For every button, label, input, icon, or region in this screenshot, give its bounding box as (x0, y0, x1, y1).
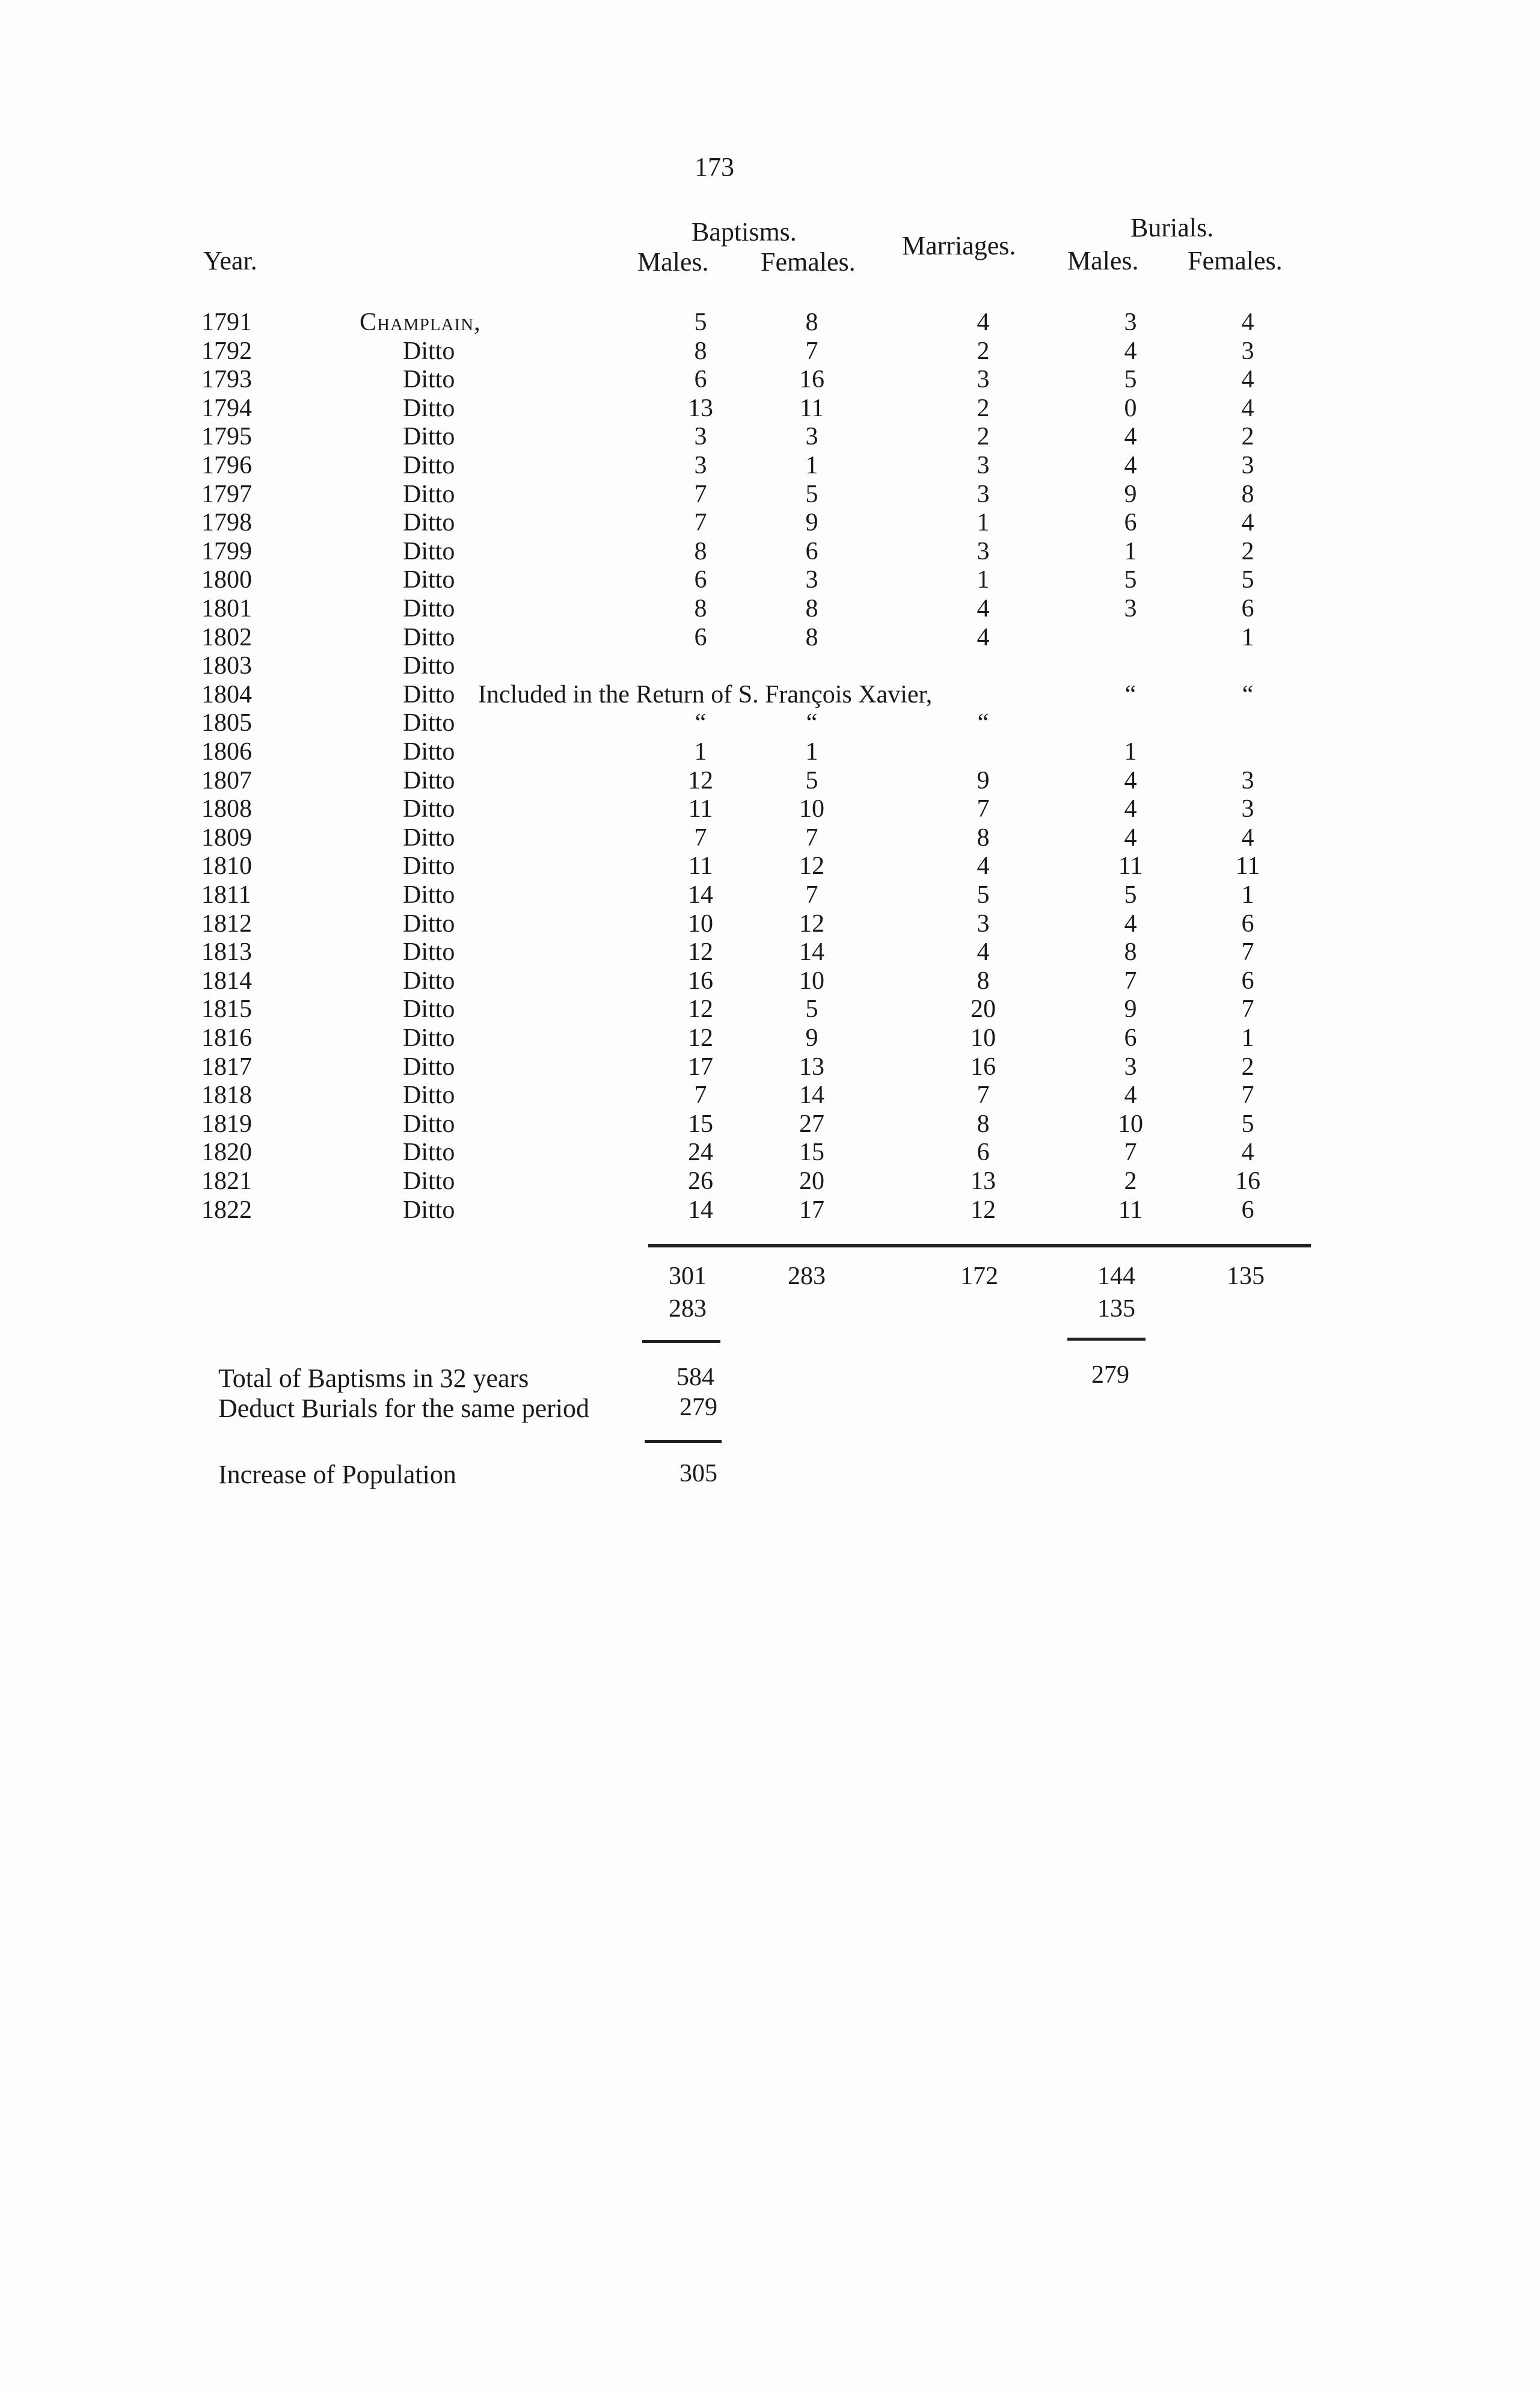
increase-rule (645, 1440, 722, 1443)
burials-sum-rule (1067, 1338, 1146, 1341)
row-year: 1814 (201, 967, 252, 995)
total-baptisms-females: 283 (788, 1262, 826, 1290)
row-baptisms-males: 6 (694, 623, 707, 651)
row-parish: Ditto (403, 823, 455, 852)
row-parish: Ditto (403, 1081, 455, 1110)
row-year: 1821 (201, 1167, 252, 1195)
row-marriages: 12 (971, 1196, 996, 1224)
row-year: 1792 (201, 337, 252, 365)
row-baptisms-females: 20 (799, 1167, 824, 1195)
row-baptisms-males: 3 (694, 452, 707, 479)
row-baptisms-males: 16 (688, 967, 713, 995)
row-parish: Ditto (403, 480, 455, 508)
row-parish: Ditto (403, 366, 455, 394)
total-burials-value: 279 (1091, 1361, 1129, 1389)
row-baptisms-females: 10 (799, 795, 824, 823)
row-baptisms-females: 7 (805, 881, 818, 909)
table-row (0, 1167, 1540, 1196)
row-burials-females: 11 (1235, 852, 1260, 881)
row-burials-females: 4 (1241, 509, 1254, 537)
row-parish: Ditto (403, 709, 455, 737)
row-baptisms-males: 7 (694, 1081, 707, 1110)
row-marriages: 7 (977, 1081, 990, 1110)
row-burials-males: 9 (1124, 480, 1137, 508)
row-parish: Ditto (403, 423, 455, 451)
row-baptisms-females: 9 (805, 509, 818, 537)
row-baptisms-females: 5 (805, 480, 818, 508)
row-burials-males: 7 (1124, 967, 1137, 995)
row-burials-males: 4 (1124, 1081, 1137, 1110)
row-burials-females: 5 (1241, 1110, 1254, 1138)
deduct-burials-label: Deduct Burials for the same period (218, 1394, 590, 1423)
row-burials-males: 9 (1124, 995, 1137, 1024)
table-row (0, 565, 1540, 594)
row-burials-females: 4 (1241, 394, 1254, 422)
total-baptisms-value: 584 (676, 1364, 714, 1391)
row-year: 1816 (201, 1024, 252, 1052)
row-parish: Ditto (403, 1167, 455, 1195)
row-marriages: 2 (977, 337, 990, 365)
row-marriages: 9 (977, 766, 990, 795)
row-marriages: 16 (971, 1053, 996, 1081)
row-year: 1803 (201, 652, 252, 680)
row-year: 1802 (201, 623, 252, 651)
row-baptisms-males: 8 (694, 337, 707, 365)
row-year: 1796 (201, 452, 252, 479)
row-parish: Ditto (403, 509, 455, 537)
row-baptisms-females: “ (806, 709, 818, 737)
row-baptisms-females: 12 (799, 852, 824, 881)
row-marriages: 3 (977, 452, 990, 479)
row-burials-females: 1 (1241, 1024, 1254, 1052)
table-row (0, 709, 1540, 737)
row-year: 1795 (201, 423, 252, 451)
row-year: 1791 (201, 309, 252, 336)
row-burials-males: 10 (1118, 1110, 1143, 1138)
table-row (0, 737, 1540, 766)
row-year: 1819 (201, 1110, 252, 1138)
row-burials-females: 16 (1235, 1167, 1260, 1195)
row-year: 1812 (201, 909, 252, 938)
row-year: 1808 (201, 795, 252, 823)
row-burials-females: 7 (1241, 1081, 1254, 1110)
row-year: 1799 (201, 537, 252, 565)
row-year: 1807 (201, 766, 252, 795)
row-baptisms-females: 3 (805, 566, 818, 594)
row-baptisms-males: 15 (688, 1110, 713, 1138)
row-burials-males: 11 (1118, 1196, 1143, 1224)
row-burials-males: 0 (1124, 394, 1137, 422)
row-burials-females: 4 (1241, 1139, 1254, 1167)
row-parish: Ditto (403, 1196, 455, 1224)
increase-value: 305 (680, 1460, 717, 1487)
row-burials-males: 4 (1124, 766, 1137, 795)
row-burials-males: 5 (1124, 566, 1137, 594)
row-burials-females: 6 (1241, 967, 1254, 995)
row-burials-males: 1 (1124, 537, 1137, 565)
row-marriages: 8 (977, 967, 990, 995)
row-burials-males: 2 (1124, 1167, 1137, 1195)
row-year: 1794 (201, 394, 252, 422)
row-burials-males: 4 (1124, 909, 1137, 938)
row-baptisms-males: 7 (694, 823, 707, 852)
table-row (0, 967, 1540, 995)
row-burials-males: 3 (1124, 1053, 1137, 1081)
row-burials-males: 8 (1124, 938, 1137, 967)
row-baptisms-females: 5 (805, 766, 818, 795)
row-baptisms-males: 11 (688, 795, 713, 823)
row-year: 1810 (201, 852, 252, 881)
table-row (0, 594, 1540, 623)
row-burials-males: 3 (1124, 309, 1137, 336)
row-marriages: 2 (977, 423, 990, 451)
table-row (0, 451, 1540, 480)
row-year: 1800 (201, 566, 252, 594)
row-baptisms-females: 1 (805, 452, 818, 479)
row-baptisms-males: 12 (688, 1024, 713, 1052)
row-burials-females: 4 (1241, 823, 1254, 852)
row-marriages: 10 (971, 1024, 996, 1052)
row-marriages: 6 (977, 1139, 990, 1167)
row-baptisms-females: 17 (799, 1196, 824, 1224)
row-burials-males: 3 (1124, 595, 1137, 623)
row-baptisms-males: 26 (688, 1167, 713, 1195)
row-marriages: 3 (977, 366, 990, 394)
row-parish: Ditto (403, 738, 455, 766)
row-year: 1818 (201, 1081, 252, 1110)
row-marriages: 3 (977, 909, 990, 938)
row-parish: Ditto (403, 337, 455, 365)
table-row (0, 1053, 1540, 1081)
row-burials-males: 4 (1124, 823, 1137, 852)
row-burials-females: 4 (1241, 366, 1254, 394)
row-burials-females: 5 (1241, 566, 1254, 594)
row-baptisms-males: 3 (694, 423, 707, 451)
header-marriages: Marriages. (902, 231, 1016, 260)
row-burials-females: 6 (1241, 1196, 1254, 1224)
row-baptisms-males: 17 (688, 1053, 713, 1081)
baptisms-sum-rule (642, 1340, 720, 1343)
row-parish: Ditto (403, 967, 455, 995)
row-parish: Ditto (403, 1110, 455, 1138)
row-baptisms-males: 24 (688, 1139, 713, 1167)
row-parish: Ditto (403, 795, 455, 823)
row-baptisms-females: 16 (799, 366, 824, 394)
table-row (0, 537, 1540, 566)
row-burials-females: 7 (1241, 995, 1254, 1024)
table-row (0, 1110, 1540, 1139)
total-burials-males: 144 (1097, 1262, 1135, 1290)
row-parish: Ditto (403, 852, 455, 881)
row-burials-females: “ (1242, 680, 1254, 709)
row-baptisms-males: 10 (688, 909, 713, 938)
row-burials-females: 8 (1241, 480, 1254, 508)
row-marriages: 2 (977, 394, 990, 422)
row-burials-males: 5 (1124, 366, 1137, 394)
row-year: 1806 (201, 738, 252, 766)
carried-baptisms-females: 283 (669, 1295, 707, 1323)
row-year: 1822 (201, 1196, 252, 1224)
deduct-burials-value: 279 (680, 1394, 717, 1421)
table-row (0, 480, 1540, 509)
row-baptisms-females: 14 (799, 1081, 824, 1110)
row-burials-females: 3 (1241, 452, 1254, 479)
header-year: Year. (203, 246, 257, 275)
row-baptisms-females: 9 (805, 1024, 818, 1052)
row-marriages: 3 (977, 480, 990, 508)
row-marriages: 8 (977, 823, 990, 852)
row-year: 1813 (201, 938, 252, 967)
row-year: 1820 (201, 1139, 252, 1167)
row-year: 1804 (201, 680, 252, 709)
row-burials-females: 3 (1241, 795, 1254, 823)
page-number: 173 (695, 152, 734, 182)
row-marriages: 4 (977, 623, 990, 651)
row-burials-females: 6 (1241, 595, 1254, 623)
row-parish: Ditto (403, 1024, 455, 1052)
row-baptisms-males: 14 (688, 881, 713, 909)
row-burials-females: 4 (1241, 309, 1254, 336)
table-row (0, 795, 1540, 823)
carried-burials-females: 135 (1097, 1295, 1135, 1323)
row-baptisms-females: 15 (799, 1139, 824, 1167)
header-burials: Burials. (1130, 213, 1214, 242)
row-marriages: “ (977, 709, 989, 737)
row-parish: Ditto (403, 537, 455, 565)
row-burials-females: 7 (1241, 938, 1254, 967)
row-marriages: 8 (977, 1110, 990, 1138)
table-row (0, 909, 1540, 938)
row-marriages: 1 (977, 509, 990, 537)
table-row (0, 508, 1540, 537)
row-baptisms-females: 11 (799, 394, 824, 422)
row-baptisms-females: 14 (799, 938, 824, 967)
row-year: 1801 (201, 595, 252, 623)
row-year: 1797 (201, 480, 252, 508)
row-burials-males: 11 (1118, 852, 1143, 881)
total-baptisms-males: 301 (669, 1262, 707, 1290)
table-row (0, 422, 1540, 451)
row-marriages: 4 (977, 595, 990, 623)
header-baptisms-males: Males. (637, 247, 709, 277)
row-parish: Ditto (403, 766, 455, 795)
row-marriages: 4 (977, 938, 990, 967)
row-marriages: 1 (977, 566, 990, 594)
row-baptisms-females: 5 (805, 995, 818, 1024)
row-burials-males: 4 (1124, 337, 1137, 365)
row-parish: Ditto (403, 623, 455, 651)
table-row (0, 365, 1540, 394)
row-parish: Ditto (403, 1139, 455, 1167)
row-baptisms-females: 7 (805, 337, 818, 365)
row-year: 1793 (201, 366, 252, 394)
row-baptisms-females: 10 (799, 967, 824, 995)
table-row (0, 766, 1540, 795)
header-burials-females: Females. (1188, 246, 1283, 275)
row-parish: Ditto (403, 452, 455, 479)
row-baptisms-males: 12 (688, 938, 713, 967)
row-marriages: 20 (971, 995, 996, 1024)
row-baptisms-males: “ (695, 709, 707, 737)
row-parish: Ditto (403, 595, 455, 623)
header-baptisms-females: Females. (761, 247, 856, 277)
row-baptisms-females: 7 (805, 823, 818, 852)
table-row (0, 394, 1540, 423)
row-baptisms-females: 3 (805, 423, 818, 451)
table-row (0, 823, 1540, 852)
row-year: 1805 (201, 709, 252, 737)
row-burials-males: 4 (1124, 795, 1137, 823)
row-burials-females: 3 (1241, 766, 1254, 795)
row-baptisms-females: 27 (799, 1110, 824, 1138)
row-baptisms-males: 12 (688, 766, 713, 795)
row-burials-females: 2 (1241, 537, 1254, 565)
row-parish: Ditto (403, 909, 455, 938)
row-burials-males: “ (1124, 680, 1137, 709)
table-row (0, 938, 1540, 967)
row-baptisms-males: 14 (688, 1196, 713, 1224)
row-burials-females: 2 (1241, 423, 1254, 451)
row-baptisms-females: 8 (805, 595, 818, 623)
row-parish: Ditto (403, 680, 455, 709)
row-baptisms-males: 7 (694, 480, 707, 508)
row-burials-males: 7 (1124, 1139, 1137, 1167)
row-baptisms-females: 6 (805, 537, 818, 565)
total-burials-females: 135 (1227, 1262, 1265, 1290)
row-burials-females: 3 (1241, 337, 1254, 365)
row-baptisms-males: 8 (694, 595, 707, 623)
row-burials-males: 4 (1124, 452, 1137, 479)
row-parish: Ditto (403, 652, 455, 680)
row-parish: Ditto (403, 566, 455, 594)
row-baptisms-males: 6 (694, 566, 707, 594)
row-note: Included in the Return of S. François Xavier, (478, 680, 933, 709)
row-year: 1809 (201, 823, 252, 852)
table-row (0, 881, 1540, 909)
row-burials-males: 4 (1124, 423, 1137, 451)
row-parish: Ditto (403, 1053, 455, 1081)
row-year: 1815 (201, 995, 252, 1024)
row-marriages: 4 (977, 852, 990, 881)
row-burials-females: 1 (1241, 623, 1254, 651)
row-year: 1798 (201, 509, 252, 537)
row-burials-males: 5 (1124, 881, 1137, 909)
row-marriages: 5 (977, 881, 990, 909)
table-row (0, 995, 1540, 1024)
row-baptisms-males: 12 (688, 995, 713, 1024)
row-baptisms-males: 8 (694, 537, 707, 565)
row-baptisms-males: 13 (688, 394, 713, 422)
increase-label: Increase of Population (218, 1460, 456, 1489)
table-row (0, 623, 1540, 652)
table-row (0, 1196, 1540, 1225)
row-baptisms-males: 5 (694, 309, 707, 336)
table-row (0, 1081, 1540, 1110)
row-burials-males: 1 (1124, 738, 1137, 766)
row-baptisms-males: 7 (694, 509, 707, 537)
row-burials-males: 6 (1124, 1024, 1137, 1052)
table-row (0, 337, 1540, 366)
table-row (0, 1024, 1540, 1053)
row-baptisms-males: 1 (694, 738, 707, 766)
row-burials-females: 1 (1241, 881, 1254, 909)
row-baptisms-females: 1 (805, 738, 818, 766)
row-marriages: 7 (977, 795, 990, 823)
table-row (0, 651, 1540, 680)
row-parish: Ditto (403, 394, 455, 422)
row-marriages: 3 (977, 537, 990, 565)
row-baptisms-females: 8 (805, 309, 818, 336)
row-baptisms-females: 12 (799, 909, 824, 938)
row-marriages: 13 (971, 1167, 996, 1195)
row-parish: Ditto (403, 881, 455, 909)
row-year: 1817 (201, 1053, 252, 1081)
row-baptisms-females: 13 (799, 1053, 824, 1081)
row-baptisms-males: 11 (688, 852, 713, 881)
row-burials-males: 6 (1124, 509, 1137, 537)
row-baptisms-males: 6 (694, 366, 707, 394)
row-parish: Ditto (403, 995, 455, 1024)
header-burials-males: Males. (1067, 246, 1139, 275)
row-year: 1811 (201, 881, 251, 909)
table-row (0, 1138, 1540, 1167)
row-burials-females: 2 (1241, 1053, 1254, 1081)
row-marriages: 4 (977, 309, 990, 336)
header-baptisms: Baptisms. (692, 217, 797, 247)
row-baptisms-females: 8 (805, 623, 818, 651)
table-row (0, 308, 1540, 337)
table-bottom-rule (648, 1244, 1311, 1247)
total-marriages: 172 (960, 1262, 998, 1290)
row-parish: Ditto (403, 938, 455, 967)
total-baptisms-label: Total of Baptisms in 32 years (218, 1364, 529, 1393)
table-row (0, 680, 1540, 709)
table-row (0, 852, 1540, 881)
row-burials-females: 6 (1241, 909, 1254, 938)
row-parish: Champlain, (360, 309, 481, 336)
